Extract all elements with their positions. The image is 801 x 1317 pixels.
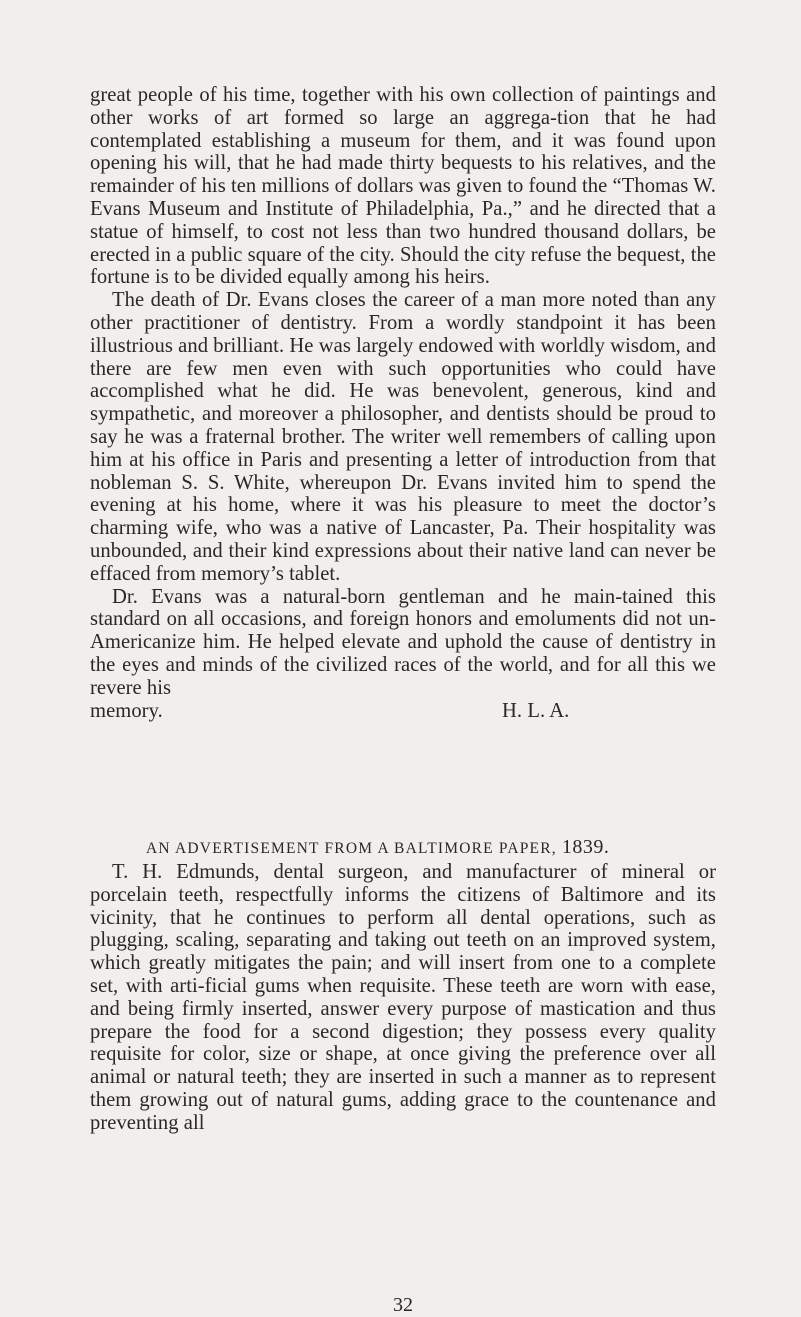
article-body — [90, 84, 716, 722]
advertisement-heading-text: AN ADVERTISEMENT FROM A BALTIMORE PAPER, — [146, 840, 557, 857]
closing-word: memory. — [90, 699, 163, 722]
article-paragraph-1: great people of his time, together with his own collection of paintings and other works of art formed so large an aggrega-tion that he had contemplated establishing a museum for them, and it was found upon opening his will, that he had made thirty bequests to his relatives, and the remainder of his ten millions of dollars was given to found the “Thomas W. Evans Museum and Institute of Philadelphia, Pa.,” and he directed that a statue of himself, to cost not less than two hundred thousand dollars, be erected in a public square of the city. Should the city refuse the bequest, the fortune is to be divided equally among his heirs. — [90, 84, 716, 289]
book-page — [90, 84, 716, 1316]
advertisement-heading — [146, 836, 746, 859]
author-signature: H. L. A. — [502, 699, 570, 722]
signoff-line — [90, 700, 716, 723]
advertisement-paragraph: T. H. Edmunds, dental surgeon, and manufacturer of mineral or porcelain teeth, respectfully informs the citizens of Baltimore and its vicinity, that he continues to perform all dental operations, such as plugging, scaling, separating and taking out teeth on an improved system, which greatly mitigates the pain; and will insert from one to a complete set, with arti-ficial gums when requisite. These teeth are worn with ease, and being firmly inserted, answer every purpose of mastication and thus prepare the food for a second digestion; they possess every quality requisite for color, size or shape, at once giving the preference over all animal or natural teeth; they are inserted in such a manner as to represent them growing out of natural gums, adding grace to the countenance and preventing all — [90, 861, 716, 1134]
advertisement-body — [90, 861, 716, 1135]
page-number: 32 — [393, 1294, 413, 1316]
advertisement-year: 1839. — [561, 836, 610, 858]
article-paragraph-2: The death of Dr. Evans closes the career of a man more noted than any other practitioner of dentistry. From a wordly standpoint it has been illustrious and brilliant. He was largely endowed with worldly wisdom, and there are few men even with such opportunities who could have accomplished what he did. He was benevolent, generous, kind and sympathetic, and moreover a philosopher, and dentists should be proud to say he was a fraternal brother. The writer well remembers of calling upon him at his office in Paris and presenting a letter of introduction from that nobleman S. S. White, whereupon Dr. Evans invited him to spend the evening at his home, where it was his pleasure to meet the doctor’s charming wife, who was a native of Lancaster, Pa. Their hospitality was unbounded, and their kind expressions about their native land can never be effaced from memory’s tablet. — [90, 289, 716, 585]
article-paragraph-3: Dr. Evans was a natural-born gentleman and he main-tained this standard on all occasions, and foreign honors and emoluments did not un-Americanize him. He helped elevate and uphold the cause of dentistry in the eyes and minds of the civilized races of the world, and for all this we revere his — [90, 585, 716, 699]
